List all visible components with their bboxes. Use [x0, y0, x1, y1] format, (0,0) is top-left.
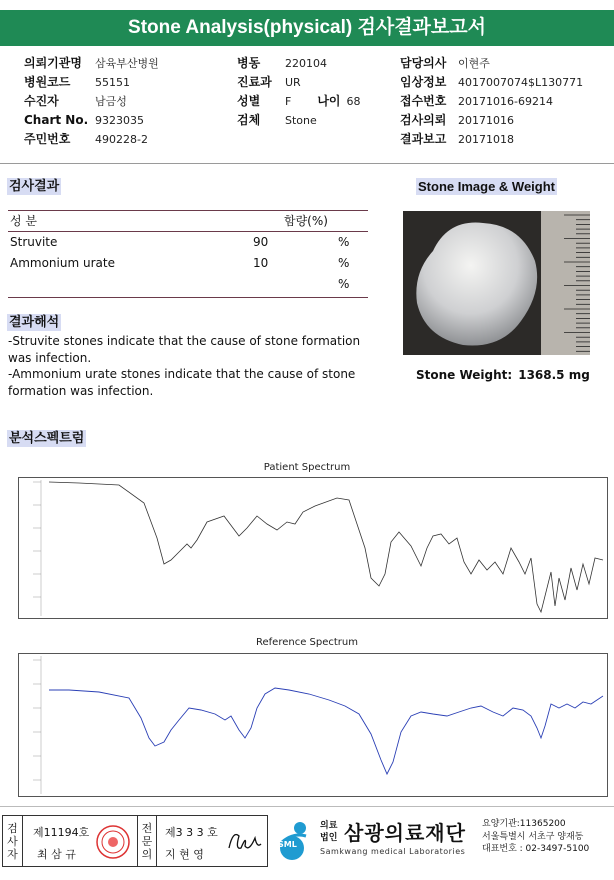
info-row [400, 130, 583, 149]
age-value: 68 [346, 95, 361, 108]
component-unit: % [338, 277, 350, 291]
component-name: Ammonium urate [10, 256, 115, 270]
examiner-license: 제11194호 [33, 826, 90, 839]
specialist-name: 지 현 영 [165, 848, 204, 861]
info-row [24, 73, 159, 92]
info-label: 담당의사 [400, 56, 447, 70]
stone-heading: Stone Image & Weight [418, 179, 555, 194]
info-row [24, 111, 159, 130]
info-row [237, 92, 361, 111]
info-column-1 [24, 54, 159, 149]
info-label: 병원코드 [24, 75, 71, 89]
info-label: 수진자 [24, 94, 59, 108]
specialist-label [137, 816, 157, 866]
component-value: 10 [253, 256, 269, 270]
signature-box [2, 815, 268, 867]
reference-spectrum-line [49, 688, 603, 774]
results-heading: 검사결과 [9, 179, 60, 194]
address-line: 서울특별시 서초구 양재동 [482, 831, 584, 842]
info-value: 220104 [285, 57, 327, 70]
info-row [400, 54, 583, 73]
content-header: 함량(%) [284, 214, 328, 228]
info-label: Chart No. [24, 113, 89, 127]
table-row [8, 253, 368, 274]
info-value: UR [285, 76, 301, 89]
info-row [400, 92, 583, 111]
interpretation-heading: 결과해석 [9, 315, 60, 330]
org-name: 삼광의료재단 [344, 821, 466, 845]
info-row [400, 111, 583, 130]
stone-weight [416, 368, 590, 382]
interpretation-line: -Struvite stones indicate that the cause of stone formation was infection. [8, 334, 361, 365]
info-value: 삼육부산병원 [95, 57, 159, 70]
info-row [237, 111, 361, 130]
component-name: Struvite [10, 235, 58, 249]
organization-block [272, 814, 614, 870]
info-value: Stone [285, 114, 317, 127]
info-value: 4017007074$L130771 [458, 76, 584, 89]
interpretation-line: -Ammonium urate stones indicate that the cause of stone formation was infection. [8, 367, 356, 398]
info-value: F [285, 95, 292, 108]
info-row [24, 92, 159, 111]
info-row [237, 54, 361, 73]
footer-divider [0, 806, 614, 807]
patient-spectrum-line [49, 482, 603, 612]
info-value: 490228-2 [95, 133, 148, 146]
info-row [24, 130, 159, 149]
table-row [8, 274, 368, 295]
info-column-3 [400, 54, 583, 149]
info-label: 접수번호 [400, 94, 447, 108]
info-row [237, 73, 361, 92]
component-header: 성 분 [10, 214, 37, 228]
specialist-label-text: 전문의 [141, 822, 153, 861]
report-title: Stone Analysis(physical) 검사결과보고서 [0, 10, 614, 46]
results-header [8, 210, 368, 232]
examiner-label [3, 816, 23, 866]
info-value: 20171016-69214 [458, 95, 553, 108]
info-row [400, 73, 583, 92]
reference-spectrum-plot [18, 653, 608, 797]
info-value: 9323035 [95, 114, 144, 127]
info-value: 55151 [95, 76, 130, 89]
info-label: 검사의뢰 [400, 113, 447, 127]
stone-photo [403, 211, 590, 355]
table-row [8, 232, 368, 253]
info-value: 남금성 [95, 95, 127, 108]
patient-spectrum-chart [19, 478, 607, 618]
reference-spectrum-title: Reference Spectrum [256, 637, 358, 648]
examiner-name: 최 삼 규 [37, 848, 76, 861]
signature-icon [225, 826, 263, 856]
stone-image-icon [403, 211, 590, 355]
component-unit: % [338, 256, 350, 270]
info-column-2 [237, 54, 361, 130]
info-label: 주민번호 [24, 132, 71, 146]
info-label: 성별 [237, 94, 261, 108]
patient-spectrum-title: Patient Spectrum [263, 462, 351, 473]
org-prefix: 의료법인 [320, 821, 338, 843]
info-label: 병동 [237, 56, 261, 70]
info-value: 20171018 [458, 133, 514, 146]
org-address [482, 818, 589, 856]
info-label: 검체 [237, 113, 261, 127]
component-unit: % [338, 235, 350, 249]
address-line: 요양기관:11365200 [482, 819, 566, 829]
results-table [8, 210, 368, 295]
patient-spectrum-plot [18, 477, 608, 619]
logo-text: SML [278, 840, 297, 849]
age-label: 나이 [317, 94, 341, 108]
examiner-label-text: 검사자 [7, 822, 18, 861]
spectrum-heading: 분석스펙트럼 [9, 431, 85, 446]
component-value: 90 [253, 235, 269, 249]
address-line: 대표번호 : 02-3497-5100 [482, 844, 590, 854]
stone-weight-value: 1368.5 mg [518, 368, 590, 382]
stone-weight-label: Stone Weight: [416, 368, 513, 382]
seal-stamp-icon [95, 824, 131, 860]
interpretation-text [8, 333, 386, 399]
table-bottom-rule [8, 297, 368, 298]
info-label: 의뢰기관명 [24, 56, 82, 70]
info-value: 20171016 [458, 114, 514, 127]
reference-spectrum-chart [19, 654, 607, 796]
specialist-license: 제3 3 3 호 [165, 826, 218, 839]
divider [0, 163, 614, 164]
info-label: 임상정보 [400, 75, 447, 89]
info-label: 진료과 [237, 75, 272, 89]
info-label: 결과보고 [400, 132, 447, 146]
info-value: 이현주 [458, 57, 490, 70]
info-row [24, 54, 159, 73]
org-english-name: Samkwang medical Laboratories [320, 847, 466, 856]
